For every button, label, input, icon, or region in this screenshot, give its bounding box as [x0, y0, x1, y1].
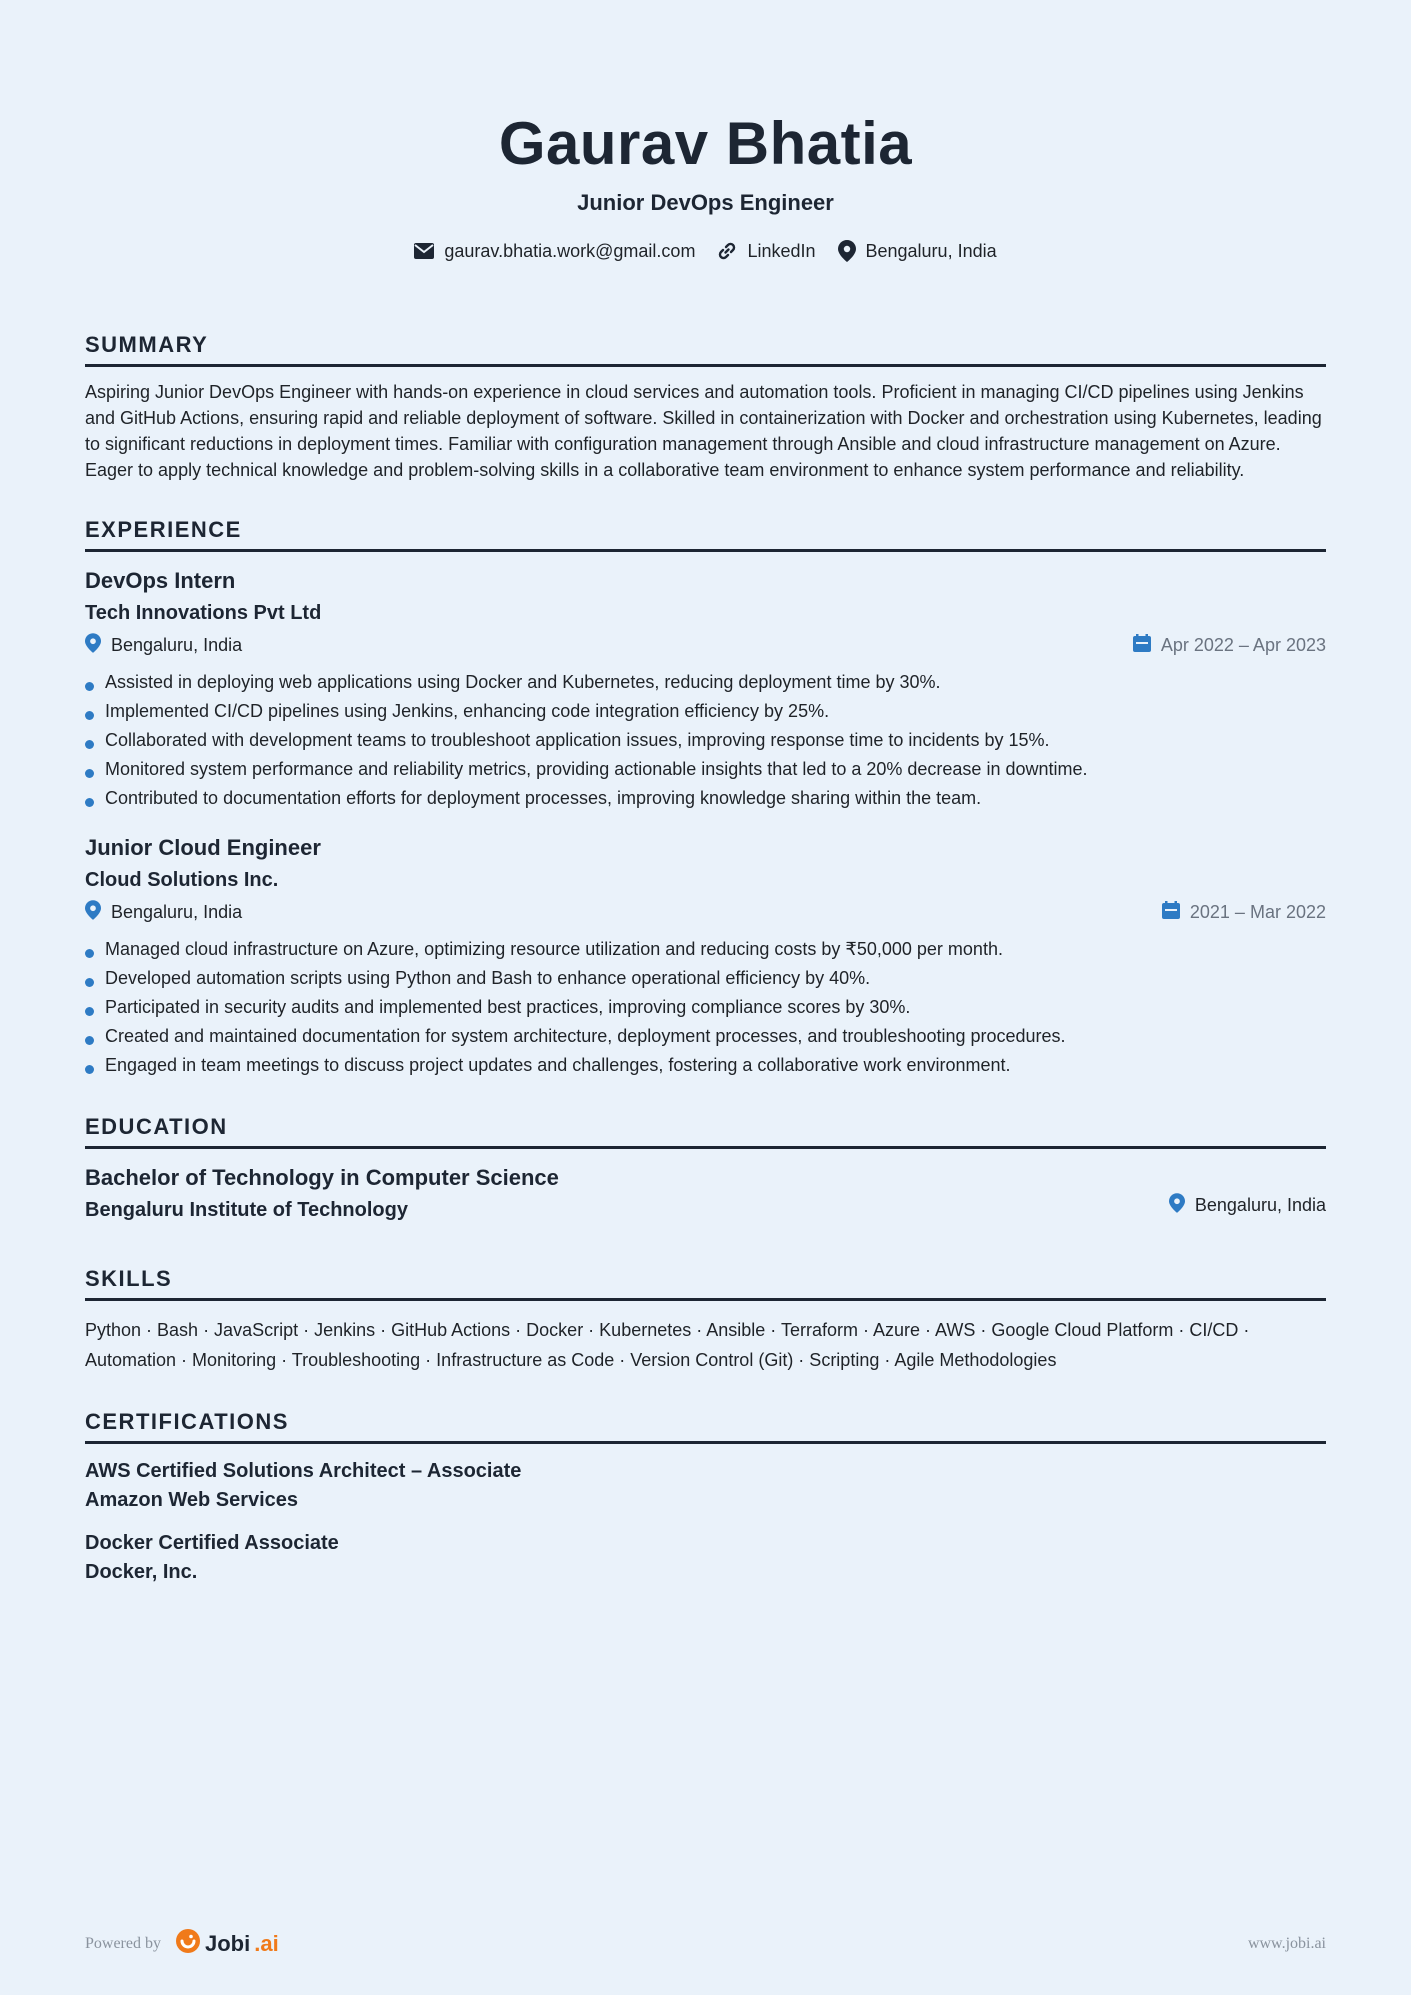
- list-item: Contributed to documentation efforts for deployment processes, improving knowledge sharing within the team.: [85, 784, 1326, 813]
- job-dates: [1162, 901, 1326, 924]
- job-bullets: [85, 668, 1326, 813]
- list-item: Monitored system performance and reliability metrics, providing actionable insights that led to a 20% decrease in downtime.: [85, 755, 1326, 784]
- job-location: [85, 900, 242, 925]
- brand-suffix: .ai: [254, 1931, 279, 1956]
- powered-by: [85, 1928, 279, 1960]
- certification-issuer: Docker, Inc.: [85, 1561, 198, 1583]
- certifications-section: [85, 1409, 1326, 1584]
- linkedin-link[interactable]: LinkedIn: [747, 240, 816, 261]
- location-pin-icon: [838, 240, 856, 262]
- job-location-text: Bengaluru, India: [111, 902, 243, 922]
- resume-header: [85, 0, 1326, 262]
- candidate-title: Junior DevOps Engineer: [577, 190, 834, 215]
- list-item: Engaged in team meetings to discuss project updates and challenges, fostering a collaborative work environment.: [85, 1051, 1326, 1080]
- calendar-icon: [1162, 901, 1180, 924]
- resume-page: [85, 0, 1326, 1584]
- contact-linkedin[interactable]: [717, 241, 815, 262]
- list-item: Assisted in deploying web applications using Docker and Kubernetes, reducing deployment time by 30%.: [85, 668, 1326, 697]
- education-location-text: Bengaluru, India: [1194, 1195, 1326, 1215]
- skills-list: Python · Bash · JavaScript · Jenkins · GitHub Actions · Docker · Kubernetes · Ansible · Terraform · Azure · AWS · Google Cloud Platform · CI/CD · Automation · Monitoring · Troubleshooting · Infrastructure as Code · Version Control (Git) · Scripting · Agile Methodologies: [85, 1320, 1250, 1370]
- summary-section: [85, 332, 1326, 483]
- section-title-education: EDUCATION: [85, 1114, 1326, 1149]
- site-link[interactable]: www.jobi.ai: [1247, 1935, 1326, 1952]
- job-location-text: Bengaluru, India: [111, 635, 243, 655]
- location-pin-icon: [1169, 1193, 1185, 1218]
- location-text: Bengaluru, India: [865, 240, 997, 261]
- job-company: Tech Innovations Pvt Ltd: [85, 602, 322, 624]
- job-entry: [85, 568, 1326, 813]
- calendar-icon: [1133, 634, 1151, 657]
- job-company: Cloud Solutions Inc.: [85, 869, 279, 891]
- section-title-experience: EXPERIENCE: [85, 517, 1326, 552]
- experience-section: [85, 517, 1326, 1080]
- list-item: Collaborated with development teams to troubleshoot application issues, improving response time to incidents by 15%.: [85, 726, 1326, 755]
- education-location: [1169, 1193, 1326, 1218]
- jobi-logo-icon: [175, 1928, 201, 1960]
- summary-text: Aspiring Junior DevOps Engineer with hands-on experience in cloud services and automation tools. Proficient in managing CI/CD pipelines using Jenkins and GitHub Actions, ensuring rapid and reliable deployment of software. Skilled in containerization with Docker and orchestration using Kubernetes, leading to significant reductions in deployment times. Familiar with configuration management through Ansible and cloud infrastructure management on Azure. Eager to apply technical knowledge and problem-solving skills in a collaborative team environment to enhance system performance and reliability.: [85, 382, 1322, 480]
- certification-entry: [85, 1532, 1326, 1584]
- candidate-name: Gaurav Bhatia: [498, 110, 913, 177]
- link-icon: [717, 241, 737, 261]
- brand-main: Jobi: [204, 1931, 251, 1956]
- location-pin-icon: [85, 633, 101, 658]
- job-dates-text: 2021 – Mar 2022: [1189, 902, 1326, 922]
- list-item: Managed cloud infrastructure on Azure, optimizing resource utilization and reducing costs by ₹50,000 per month.: [85, 935, 1326, 964]
- job-dates-text: Apr 2022 – Apr 2023: [1160, 635, 1326, 655]
- skills-section: [85, 1266, 1326, 1375]
- education-entry: [85, 1165, 1326, 1222]
- certification-name: AWS Certified Solutions Architect – Associate: [85, 1460, 522, 1482]
- education-school: Bengaluru Institute of Technology: [85, 1199, 408, 1221]
- certification-entry: [85, 1460, 1326, 1512]
- education-section: [85, 1114, 1326, 1222]
- job-title: Junior Cloud Engineer: [85, 835, 321, 860]
- jobi-logo[interactable]: [175, 1928, 279, 1960]
- certification-issuer: Amazon Web Services: [85, 1489, 299, 1511]
- contact-row: [85, 240, 1326, 262]
- job-title: DevOps Intern: [85, 568, 236, 593]
- list-item: Developed automation scripts using Python and Bash to enhance operational efficiency by 40%.: [85, 964, 1326, 993]
- job-dates: [1133, 634, 1326, 657]
- contact-location: [838, 240, 997, 262]
- email-text: gaurav.bhatia.work@gmail.com: [444, 240, 696, 261]
- location-pin-icon: [85, 900, 101, 925]
- section-title-skills: SKILLS: [85, 1266, 1326, 1301]
- list-item: Participated in security audits and implemented best practices, improving compliance scores by 30%.: [85, 993, 1326, 1022]
- contact-email[interactable]: [414, 241, 695, 262]
- section-title-summary: SUMMARY: [85, 332, 1326, 367]
- job-bullets: [85, 935, 1326, 1080]
- mail-icon: [414, 243, 434, 259]
- certification-name: Docker Certified Associate: [85, 1532, 339, 1554]
- list-item: Created and maintained documentation for system architecture, deployment processes, and troubleshooting procedures.: [85, 1022, 1326, 1051]
- list-item: Implemented CI/CD pipelines using Jenkins, enhancing code integration efficiency by 25%.: [85, 697, 1326, 726]
- job-meta: [85, 633, 1326, 658]
- job-meta: [85, 900, 1326, 925]
- powered-by-text: Powered by: [85, 1935, 161, 1952]
- page-footer: [85, 1928, 1326, 1960]
- job-location: [85, 633, 242, 658]
- education-degree: Bachelor of Technology in Computer Science: [85, 1165, 559, 1190]
- section-title-certifications: CERTIFICATIONS: [85, 1409, 1326, 1444]
- job-entry: [85, 835, 1326, 1080]
